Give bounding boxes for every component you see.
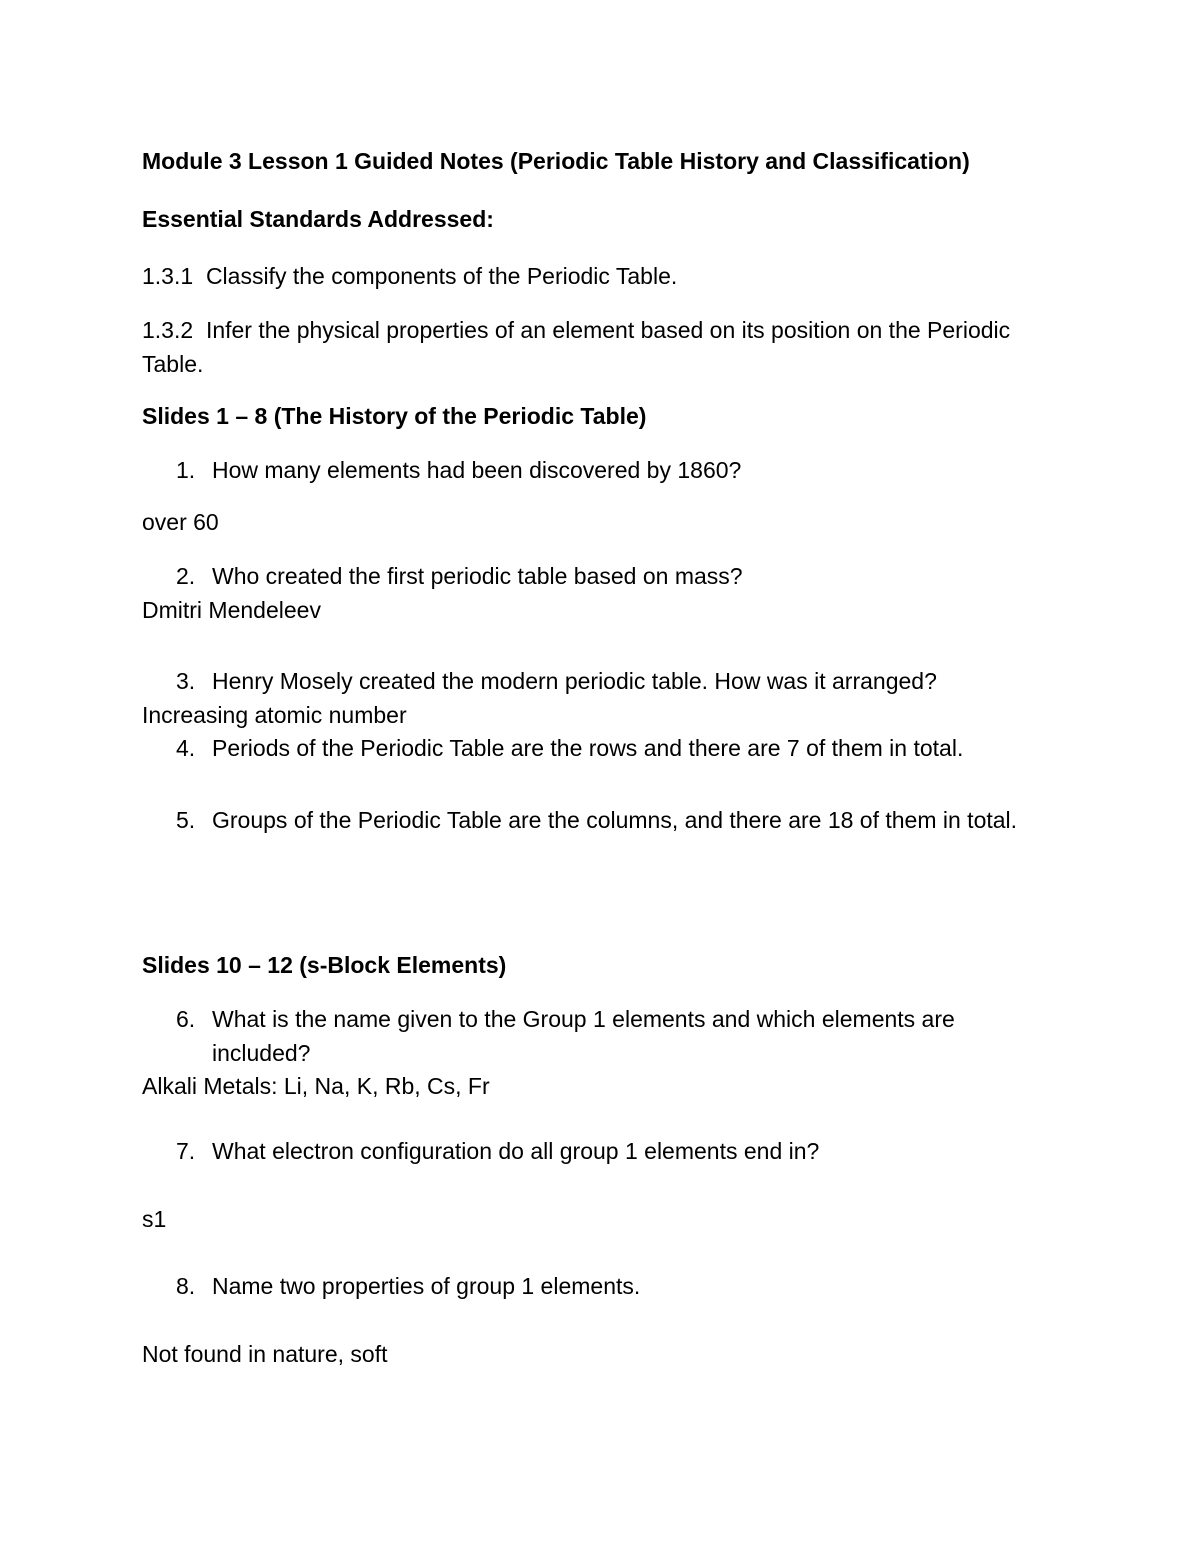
question-number: 1. [176, 457, 196, 483]
standard-text: Infer the physical properties of an element based on its position on the Periodic Table. [142, 317, 1011, 377]
question-item [142, 1134, 1052, 1168]
standard-text: Classify the components of the Periodic Table. [205, 263, 678, 289]
question-number: 3. [176, 668, 196, 694]
document-title: Module 3 Lesson 1 Guided Notes (Periodic Table History and Classification) [142, 148, 970, 174]
question-text: Name two properties of group 1 elements. [212, 1273, 641, 1299]
answer-text: Increasing atomic number [142, 702, 407, 728]
question-text: Periods of the Periodic Table are the rows and there are 7 of them in total. [212, 735, 964, 761]
standard-item [142, 259, 677, 293]
question-text: Groups of the Periodic Table are the columns, and there are 18 of them in total. [212, 807, 1018, 833]
question-text: How many elements had been discovered by 1860? [212, 457, 742, 483]
answer-text: s1 [142, 1206, 167, 1232]
answer-text: over 60 [142, 509, 219, 535]
question-item [142, 1002, 1042, 1070]
standard-item [142, 313, 1022, 381]
answer-text: Alkali Metals: Li, Na, K, Rb, Cs, Fr [142, 1073, 490, 1099]
question-text: What electron configuration do all group 1 elements end in? [212, 1138, 820, 1164]
question-text: What is the name given to the Group 1 elements and which elements are included? [212, 1006, 955, 1066]
standard-number: 1.3.1 [142, 263, 194, 289]
question-item [142, 559, 1052, 593]
question-item [142, 664, 1052, 698]
question-item [142, 731, 1052, 765]
question-item [142, 453, 1052, 487]
question-number: 2. [176, 563, 196, 589]
question-number: 8. [176, 1273, 196, 1299]
answer-text: Dmitri Mendeleev [142, 597, 321, 623]
section-heading-s-block: Slides 10 – 12 (s-Block Elements) [142, 952, 507, 978]
question-number: 5. [176, 807, 196, 833]
question-text: Who created the first periodic table based on mass? [212, 563, 743, 589]
question-number: 7. [176, 1138, 196, 1164]
standards-heading: Essential Standards Addressed: [142, 206, 494, 232]
answer-text: Not found in nature, soft [142, 1341, 388, 1367]
question-number: 6. [176, 1006, 196, 1032]
question-item [142, 1269, 1052, 1303]
section-heading-history: Slides 1 – 8 (The History of the Periodic Table) [142, 403, 647, 429]
question-text: Henry Mosely created the modern periodic table. How was it arranged? [212, 668, 937, 694]
question-number: 4. [176, 735, 196, 761]
question-item [142, 803, 1042, 837]
standard-number: 1.3.2 [142, 317, 194, 343]
